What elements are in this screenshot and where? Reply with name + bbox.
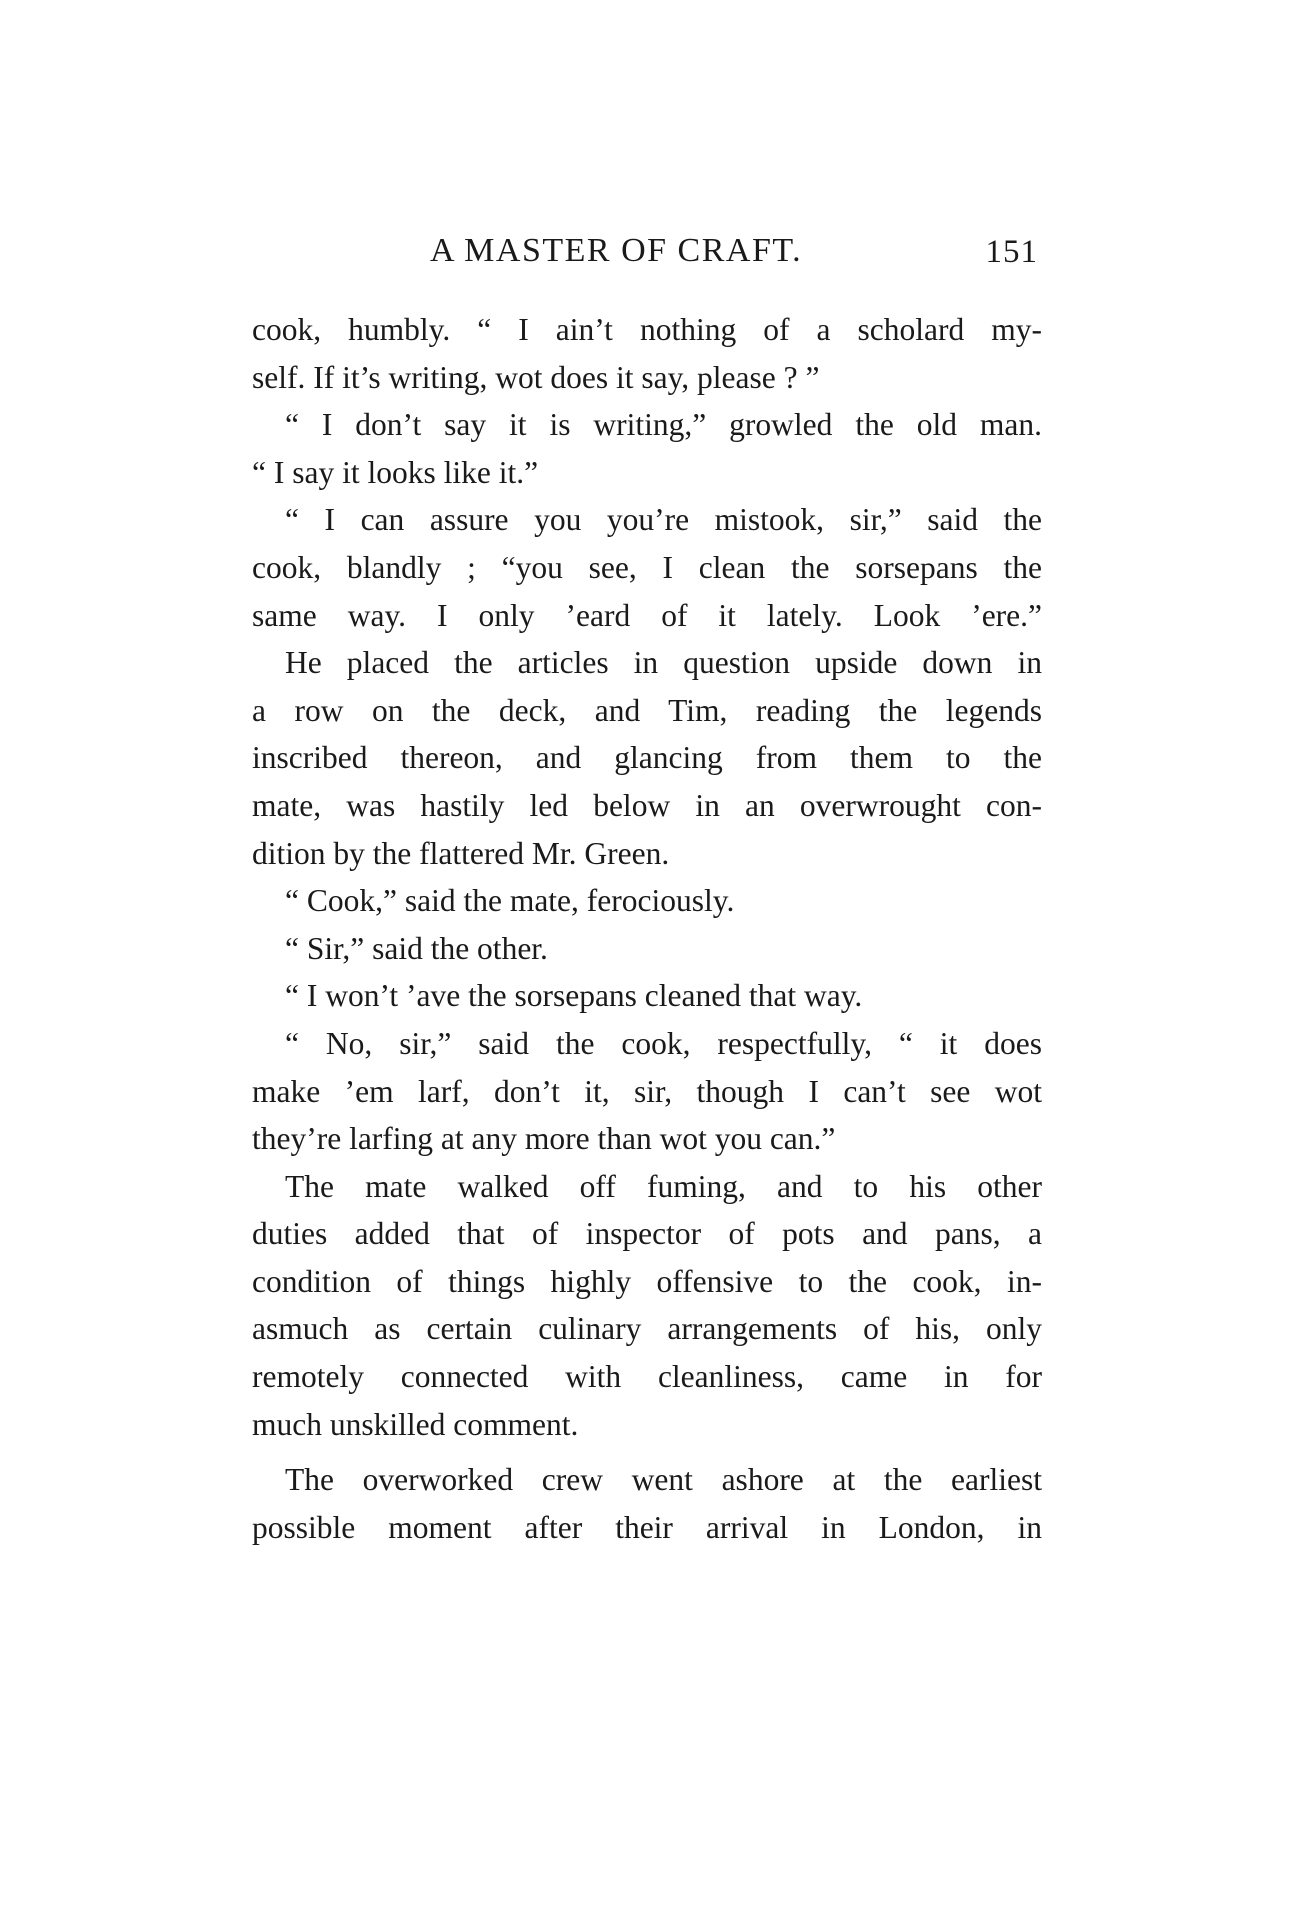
- text-line: much unskilled comment.: [252, 1406, 579, 1442]
- text-line: cook, blandly ; “you see, I clean the sorsepans the: [252, 549, 1042, 585]
- text-line: “ No, sir,” said the cook, respectfully, “ it does: [285, 1025, 1042, 1061]
- text-line: asmuch as certain culinary arrangements of his, only: [252, 1311, 1042, 1347]
- text-line: inscribed thereon, and glancing from them to the: [252, 740, 1042, 776]
- running-head: [252, 232, 1042, 276]
- text-line: “ I say it looks like it.”: [252, 454, 539, 490]
- paragraph-gap: [252, 1448, 1042, 1456]
- text-line: “ Cook,” said the mate, ferociously.: [285, 883, 735, 919]
- text-line: a row on the deck, and Tim, reading the legends: [252, 692, 1042, 728]
- running-title: A MASTER OF CRAFT.: [430, 232, 803, 269]
- text-line: “ Sir,” said the other.: [285, 930, 548, 966]
- text-line: mate, was hastily led below in an overwrought con-: [252, 787, 1042, 823]
- text-line: remotely connected with cleanliness, came in for: [252, 1359, 1042, 1395]
- text-line: same way. I only ’eard of it lately. Look ’ere.”: [252, 597, 1042, 633]
- text-line: “ I can assure you you’re mistook, sir,” said the: [285, 502, 1042, 538]
- text-line: self. If it’s writing, wot does it say, please ? ”: [252, 359, 820, 395]
- text-line: “ I won’t ’ave the sorsepans cleaned that way.: [285, 978, 863, 1014]
- text-line: condition of things highly offensive to the cook, in-: [252, 1263, 1042, 1299]
- text-line: He placed the articles in question upside down in: [285, 645, 1042, 681]
- text-line: dition by the flattered Mr. Green.: [252, 835, 670, 871]
- body-text: [252, 306, 1042, 1551]
- text-line: duties added that of inspector of pots and pans, a: [252, 1216, 1042, 1252]
- text-line: cook, humbly. “ I ain’t nothing of a scholard my-: [252, 312, 1042, 347]
- text-line: possible moment after their arrival in London, in: [252, 1509, 1042, 1545]
- text-line: “ I don’t say it is writing,” growled the old man.: [285, 407, 1042, 443]
- page-number: 151: [985, 234, 1038, 270]
- text-line: The mate walked off fuming, and to his other: [285, 1168, 1042, 1204]
- text-line: The overworked crew went ashore at the earliest: [285, 1462, 1042, 1498]
- text-line: make ’em larf, don’t it, sir, though I can’t see wot: [252, 1073, 1042, 1109]
- text-line: they’re larfing at any more than wot you can.”: [252, 1121, 836, 1157]
